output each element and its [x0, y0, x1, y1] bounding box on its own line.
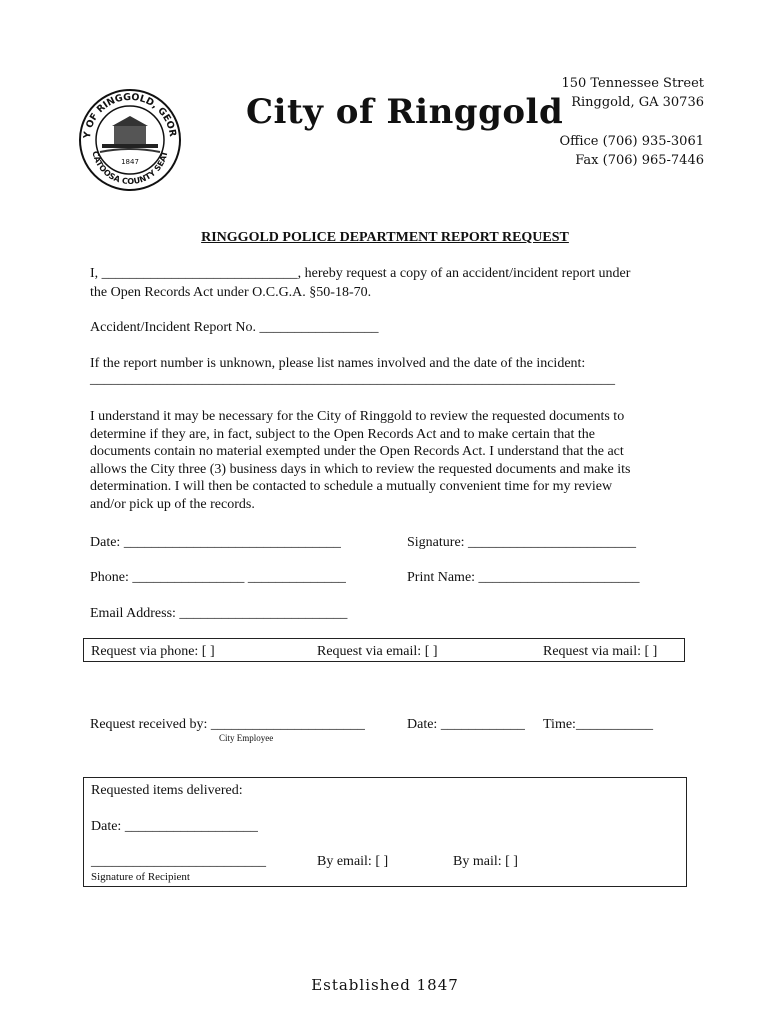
seal-bottom-text: CATOOSA COUNTY SEAT — [90, 150, 170, 187]
understand-paragraph — [90, 408, 690, 514]
established-footer: Established 1847 — [311, 976, 459, 994]
signature-of-recipient-label: Signature of Recipient — [91, 871, 190, 883]
email-address-field[interactable]: Email Address: ________________________ — [90, 606, 348, 621]
office-phone: Office (706) 935-3061 — [559, 134, 704, 149]
understand-line: and/or pick up of the records. — [90, 496, 255, 512]
intro-line2: the Open Records Act under O.C.G.A. §50-18-70. — [90, 285, 372, 300]
request-via-phone-checkbox[interactable]: Request via phone: [ ] — [91, 644, 215, 659]
understand-line: documents contain no material exempted under the Open Records Act. I understand that the act — [90, 444, 624, 460]
form-title: RINGGOLD POLICE DEPARTMENT REPORT REQUEST — [201, 230, 569, 245]
request-received-by-field[interactable]: Request received by: ______________________ — [90, 717, 365, 732]
understand-line: allows the City three (3) business days in which to review the requested documents and make its — [90, 461, 631, 477]
unknown-report-text: If the report number is unknown, please list names involved and the date of the incident: — [90, 356, 586, 371]
request-via-mail-checkbox[interactable]: Request via mail: [ ] — [543, 644, 658, 659]
received-date-field[interactable]: Date: ____________ — [407, 717, 525, 732]
phone-field[interactable]: Phone: ________________ ______________ — [90, 570, 346, 585]
understand-line: determination. I will then be contacted to schedule a mutually convenient time for my review — [90, 479, 613, 495]
date-field[interactable]: Date: _______________________________ — [90, 535, 341, 550]
city-name: City of Ringgold — [246, 92, 564, 132]
delivered-by-email-checkbox[interactable]: By email: [ ] — [317, 854, 389, 869]
delivered-title: Requested items delivered: — [91, 783, 243, 798]
understand-line: determine if they are, in fact, subject to the Open Records Act and to make certain that the — [90, 426, 595, 442]
address-block — [561, 74, 704, 112]
signature-field[interactable]: Signature: ________________________ — [407, 535, 637, 550]
city-employee-label: City Employee — [219, 733, 274, 743]
contact-block — [559, 132, 704, 170]
intro-line1[interactable]: I, ____________________________, hereby request a copy of an accident/incident report under — [90, 266, 631, 281]
print-name-field[interactable]: Print Name: _______________________ — [407, 570, 640, 585]
report-number-field[interactable]: Accident/Incident Report No. _________________ — [90, 320, 379, 335]
address-line1: 150 Tennessee Street — [561, 76, 704, 91]
seal-top-text: Y OF RINGGOLD, GEOR — [81, 91, 178, 140]
delivered-date-field[interactable]: Date: ___________________ — [91, 819, 258, 834]
delivered-by-mail-checkbox[interactable]: By mail: [ ] — [453, 854, 518, 869]
understand-line: I understand it may be necessary for the City of Ringgold to review the requested documents to — [90, 409, 625, 424]
seal-icon — [78, 88, 182, 192]
names-date-field[interactable]: ___________________________________________________________________________ — [90, 372, 615, 387]
recipient-signature-field[interactable]: _________________________ — [91, 854, 266, 869]
city-seal — [78, 88, 182, 192]
received-time-field[interactable]: Time:___________ — [543, 717, 653, 732]
address-line2: Ringgold, GA 30736 — [571, 95, 704, 110]
seal-year: 1847 — [121, 158, 139, 166]
fax-number: Fax (706) 965-7446 — [575, 153, 704, 168]
request-via-email-checkbox[interactable]: Request via email: [ ] — [317, 644, 438, 659]
